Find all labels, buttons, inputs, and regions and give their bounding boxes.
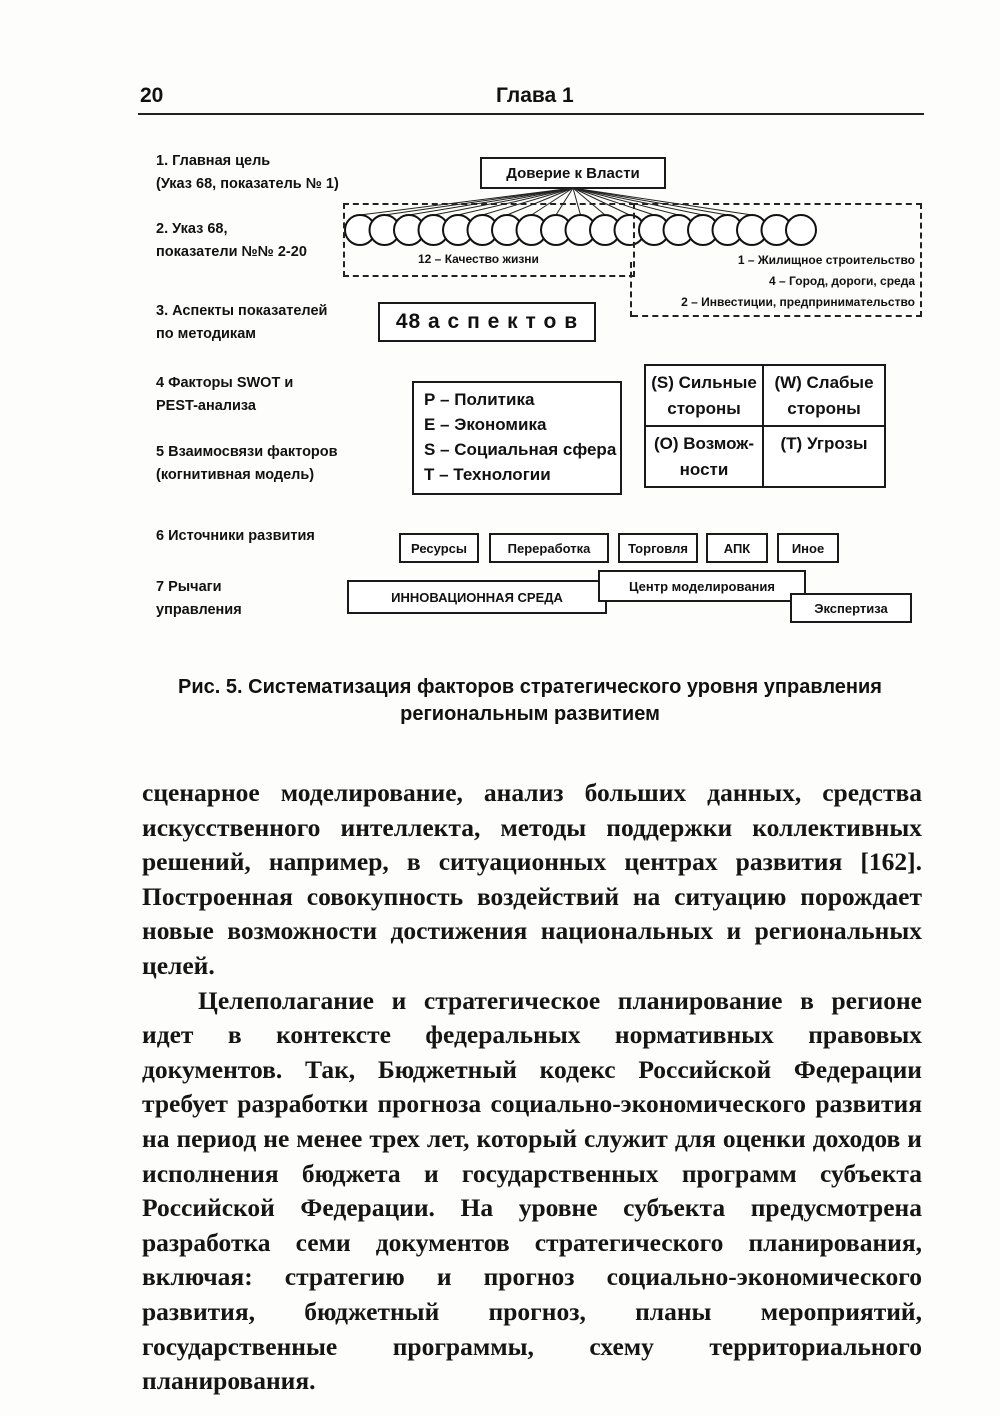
level-5-label: 5 Взаимосвязи факторов (когнитивная модель) xyxy=(156,444,338,483)
indicator-note-left: 12 – Качество жизни xyxy=(418,252,539,266)
caption-label: Рис. 5. xyxy=(178,676,243,698)
level-2-label: 2. Указ 68, показатели №№ 2-20 xyxy=(156,221,307,260)
lever-expertise: Экспертиза xyxy=(790,593,912,623)
figure-caption: Рис. 5. Систематизация факторов стратегического уровня управления региональным развитием xyxy=(178,676,882,725)
swot-weaknesses: (W) Слабые стороны xyxy=(774,373,874,418)
swot-divider-h xyxy=(644,425,886,427)
swot-opportunities: (O) Возмож- ности xyxy=(654,434,754,479)
lever-modeling-center: Центр моделирования xyxy=(598,570,806,602)
swot-strengths: (S) Сильные стороны xyxy=(651,373,757,418)
paragraph-2: Целеполагание и стратегическое планирование в регионе идет в контексте федеральных нормативных правовых документов. Так, Бюджетный кодекс Российской Федерации требует разработки прогноза социально-экономического развития на период не менее трех лет, который служит для оценки доходов и исполнения бюджета и государственных программ субъекта Российской Федерации. На уровне субъекта предусмотрена разработка семи документов стратегического планирования, включая: стратегию и прогноз социально-экономического развития, бюджетный прогноз, планы мероприятий, государственные программы, схему территориального планирования. xyxy=(142,985,922,1396)
lever-innovation: ИННОВАЦИОННАЯ СРЕДА xyxy=(347,580,607,614)
source-resources: Ресурсы xyxy=(399,533,479,563)
source-agro: АПК xyxy=(706,533,768,563)
body-text xyxy=(142,776,922,1399)
pest-list: Р – Политика Е – Экономика S – Социальная сфера Т – Технологии xyxy=(424,390,617,484)
goal-box: Доверие к Власти xyxy=(480,157,666,189)
level-3-label: 3. Аспекты показателей по методикам xyxy=(156,303,328,342)
level-6-label: 6 Источники развития xyxy=(156,528,315,544)
source-processing: Переработка xyxy=(489,533,609,563)
level-7-label: 7 Рычаги управления xyxy=(156,579,242,618)
indicator-notes-right: 1 – Жилищное строительство 4 – Город, дороги, среда 2 – Инвестиции, предпринимательство xyxy=(681,253,915,309)
pest-box xyxy=(412,381,622,495)
chapter-title: Глава 1 xyxy=(496,84,574,107)
page-number: 20 xyxy=(140,84,164,107)
source-other: Иное xyxy=(777,533,839,563)
paragraph-1: сценарное моделирование, анализ больших данных, средства искусственного интеллекта, методы поддержки коллективных решений, например, в ситуационных центрах развития [162]. Построенная совокупность воздействий на ситуацию порождает новые возможности достижения национальных и региональных целей. xyxy=(142,778,922,980)
header-rule xyxy=(138,113,924,115)
swot-threats: (T) Угрозы xyxy=(780,434,868,453)
indicator-group-divider xyxy=(630,262,632,317)
level-1-label: 1. Главная цель (Указ 68, показатель № 1) xyxy=(156,153,339,192)
aspects-box: 48 а с п е к т о в xyxy=(378,302,596,342)
level-4-label: 4 Факторы SWOT и PEST-анализа xyxy=(156,375,294,414)
source-trade: Торговля xyxy=(618,533,698,563)
